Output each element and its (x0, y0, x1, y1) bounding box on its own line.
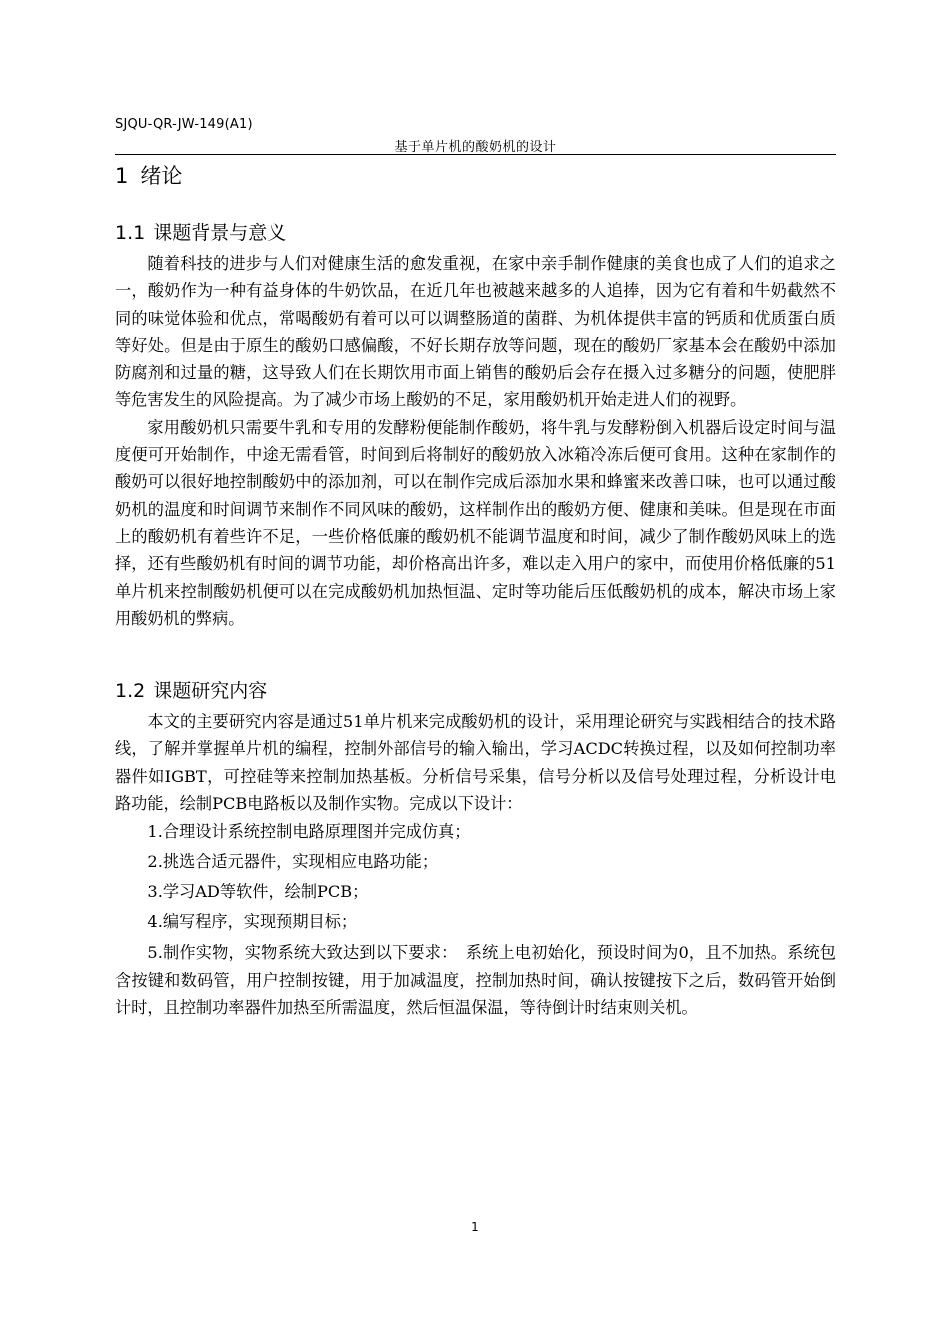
section-number: 1.2 (115, 680, 146, 703)
chapter-title: 绪论 (140, 164, 183, 188)
section-title: 课题研究内容 (153, 680, 268, 703)
section-heading-research-content (115, 674, 836, 708)
document-body (115, 156, 836, 1021)
page-number: 1 (471, 1220, 479, 1234)
list-item: 2.挑选合适元器件，实现相应电路功能； (147, 852, 439, 872)
chapter-number: 1 (115, 164, 129, 188)
document-code: SJQU-QR-JW-149(A1) (115, 117, 253, 132)
section-number: 1.1 (115, 222, 146, 244)
paragraph-research-intro: 本文的主要研究内容是通过51单片机来完成酸奶机的设计，采用理论研究与实践相结合的技术路线，了解并掌握单片机的编程，控制外部信号的输入输出，学习ACDC转换过程，以及如何控制功率器件如IGBT，可控硅等来控制加热基板。分析信号采集，信号分析以及信号处理过程，分析设计电路功能，绘制PCB电路板以及制作实物。完成以下设计： (115, 712, 836, 814)
paragraph-background-1: 随着科技的进步与人们对健康生活的愈发重视，在家中亲手制作健康的美食也成了人们的追求之一，酸奶作为一种有益身体的牛奶饮品，在近几年也被越来越多的人追捧，因为它有着和牛奶截然不同的味觉体验和优点，常喝酸奶有着可以可以调整肠道的菌群、为机体提供丰富的钙质和优质蛋白质等好处。但是由于原生的酸奶口感偏酸，不好长期存放等问题，现在的酸奶厂家基本会在酸奶中添加防腐剂和过量的糖，这导致人们在长期饮用市面上销售的酸奶后会存在摄入过多糖分的问题，使肥胖等危害发生的风险提高。为了减少市场上酸奶的不足，家用酸奶机开始走进人们的视野。 (115, 254, 836, 410)
header-rule (115, 154, 836, 155)
list-item: 4.编写程序，实现预期目标； (147, 912, 358, 932)
running-header-title: 基于单片机的酸奶机的设计 (394, 140, 557, 155)
section-title: 课题背景与意义 (153, 222, 287, 244)
paragraph-background-2: 家用酸奶机只需要牛乳和专用的发酵粉便能制作酸奶，将牛乳与发酵粉倒入机器后设定时间与温度便可开始制作，中途无需看管，时间到后将制好的酸奶放入冰箱冷冻后便可食用。这种在家制作的酸奶可以很好地控制酸奶中的添加剂，可以在制作完成后添加水果和蜂蜜来改善口味，也可以通过酸奶机的温度和时间调节来制作不同风味的酸奶，这样制作出的酸奶方便、健康和美味。但是现在市面上的酸奶机有着些许不足，一些价格低廉的酸奶机不能调节温度和时间，减少了制作酸奶风味上的选择，还有些酸奶机有时间的调节功能，却价格高出许多，难以走入用户的家中，而使用价格低廉的51单片机来控制酸奶机便可以在完成酸奶机加热恒温、定时等功能后压低酸奶机的成本，解决市场上家用酸奶机的弊病。 (115, 417, 836, 628)
list-item: 3.学习AD等软件，绘制PCB； (147, 882, 369, 902)
chapter-heading (115, 158, 836, 194)
section-heading-background (115, 216, 836, 250)
list-item-requirements: 5.制作实物，实物系统大致达到以下要求： 系统上电初始化，预设时间为0，且不加热。系统包含按键和数码管，用户控制按键，用于加减温度，控制加热时间，确认按键按下之后，数码管开始倒计时，且控制功率器件加热至所需温度，然后恒温保温，等待倒计时结束则关机。 (115, 943, 836, 1017)
list-item: 1.合理设计系统控制电路原理图并完成仿真； (147, 822, 471, 842)
